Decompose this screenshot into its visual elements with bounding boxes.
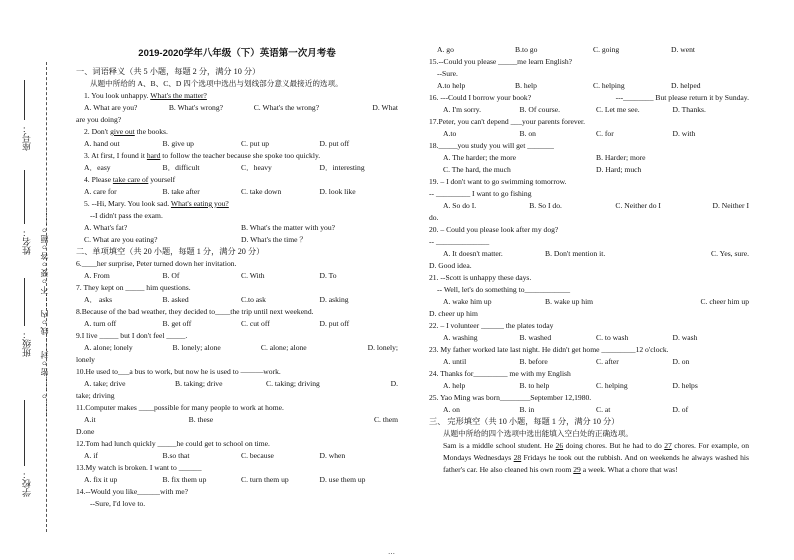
option-b[interactable]: B. lonely; alone [172, 343, 221, 352]
option-b[interactable]: B. these [188, 415, 214, 424]
question-17-options [429, 128, 749, 140]
name-field-line [24, 170, 25, 224]
option-a[interactable]: A. alone; lonely [84, 343, 133, 352]
q3-underlined: hard [146, 151, 161, 160]
option-a[interactable]: A. What's fat? [84, 223, 128, 232]
question-7-options [76, 294, 398, 306]
option-d[interactable]: D. on [672, 357, 690, 366]
option-c[interactable]: C. after [596, 357, 619, 366]
question-19-stem: 19. – I don't want to go swimming tomorrow. [429, 177, 567, 186]
question-5-options-cd [76, 234, 398, 246]
option-c[interactable]: C．heavy [241, 163, 272, 172]
q1-underlined: What's the matter? [150, 91, 207, 100]
question-21-options [429, 296, 749, 308]
option-c[interactable]: C. Let me see. [596, 105, 640, 114]
question-10-options [76, 378, 398, 390]
option-c[interactable]: C. The hard, the much [443, 165, 511, 174]
option-a[interactable]: A. fix it up [84, 475, 118, 484]
option-c[interactable]: C. What's the wrong? [253, 103, 320, 112]
q5-underlined: What's eating you? [170, 199, 229, 208]
question-8-options [76, 318, 398, 330]
question-8-stem: 8.Because of the bad weather, they decided to____the trip until next weekend. [76, 307, 314, 316]
option-d[interactable]: D. Thanks. [672, 105, 706, 114]
option-b[interactable]: B. washed [519, 333, 552, 342]
option-a[interactable]: A. So do I. [443, 201, 477, 210]
q3-text-end: to follow the teacher because she spoke too quickly. [162, 151, 321, 160]
question-3-stem [76, 150, 398, 162]
school-field-label: 学校： [22, 470, 32, 497]
option-a[interactable]: A. go [437, 45, 454, 54]
question-19-options [429, 200, 749, 212]
option-d[interactable]: D. put off [319, 319, 350, 328]
name-field-label: 姓名： [22, 228, 32, 255]
option-c[interactable]: C. turn them up [241, 475, 289, 484]
option-b[interactable]: B. What's wrong? [168, 103, 224, 112]
question-9-options [76, 342, 398, 354]
question-24-options [429, 380, 749, 392]
option-a[interactable]: A.to [443, 129, 457, 138]
question-21-reply: -- Well, let's do something to____________ [437, 285, 571, 294]
q3-text: 3. At first, I found it [84, 151, 145, 160]
question-13-stem: 13.My watch is broken. I want to ______ [76, 463, 202, 472]
option-a[interactable]: A. The harder; the more [443, 153, 517, 162]
option-c[interactable]: C. going [593, 45, 620, 54]
cloze-blank-26[interactable]: 26 [555, 441, 564, 450]
option-c[interactable]: C. take down [241, 187, 282, 196]
section-1-heading: 一、词语释义（共 5 小题，每题 2 分，满分 10 分） [76, 67, 261, 76]
option-a[interactable]: A. I'm sorry. [443, 105, 481, 114]
option-a[interactable]: A. care for [84, 187, 117, 196]
cloze-text: a week. What a chore that was! [580, 465, 678, 474]
option-a[interactable]: A. turn off [84, 319, 117, 328]
question-5-options-ab [76, 222, 398, 234]
option-b[interactable]: B. fix them up [162, 475, 207, 484]
option-c[interactable]: C. at [596, 405, 611, 414]
option-d[interactable]: D. with [672, 129, 696, 138]
option-d[interactable]: D. What's the time ？ [241, 235, 307, 244]
question-17-stem: 17.Peter, you can't depend ___your parents forever. [429, 117, 586, 126]
q4-text: 4. Please [84, 175, 111, 184]
q2-text: 2. Don't [84, 127, 109, 136]
q16-reply: ---________ But please return it by Sunday. [615, 93, 749, 102]
question-11-continued: D.one [76, 427, 95, 436]
option-b[interactable]: B. in [519, 405, 535, 414]
option-c[interactable]: C. because [241, 451, 274, 460]
q4-underlined: take care of [112, 175, 149, 184]
question-4-stem [76, 174, 398, 186]
question-2-options [76, 138, 398, 150]
option-d[interactable]: D. lonely; [367, 343, 398, 352]
question-9-continued: lonely [76, 355, 95, 364]
seat-field-line [24, 80, 25, 120]
option-b[interactable]: B.so that [162, 451, 190, 460]
class-field-label: 班级： [22, 330, 32, 357]
option-a[interactable]: A. until [443, 357, 467, 366]
question-11-options [76, 414, 398, 426]
question-3-options [76, 162, 398, 174]
option-c[interactable]: C. for [596, 129, 614, 138]
option-c[interactable]: C. helping [596, 381, 628, 390]
question-10-continued: take; driving [76, 391, 115, 400]
option-b[interactable]: B. What's the matter with you? [241, 223, 336, 232]
q5-text: 5. --Hi, Mary. You look sad. [84, 199, 170, 208]
question-18-options-ab [429, 152, 749, 164]
option-b[interactable]: B．difficult [162, 163, 200, 172]
section-3-heading: 三、 完形填空（共 10 小题，每题 1 分，满分 10 分） [429, 417, 620, 426]
question-20-stem: 20. – Could you please look after my dog? [429, 225, 559, 234]
question-19-reply: -- _________ I want to go fishing [429, 189, 532, 198]
question-16-options [429, 104, 749, 116]
option-b[interactable]: B. Harder; more [596, 153, 646, 162]
option-a[interactable]: A. help [443, 381, 466, 390]
cloze-passage [429, 440, 749, 476]
cloze-blank-28[interactable]: 28 [513, 453, 522, 462]
question-5-stem [76, 198, 398, 210]
question-25-stem: 25. Yao Ming was born________September 12,1980. [429, 393, 592, 402]
option-d[interactable]: D. helps [672, 381, 698, 390]
left-column [76, 40, 398, 510]
question-16-stem [429, 92, 749, 104]
option-c[interactable]: C. Neither do I [615, 201, 661, 210]
question-15-options [429, 80, 749, 92]
option-d[interactable]: D. of [672, 405, 689, 414]
option-a[interactable]: A.it [84, 415, 96, 424]
seat-field-label: 座号： [22, 124, 32, 151]
question-23-stem: 23. My father worked late last night. He didn't get home _________12 o'clock. [429, 345, 669, 354]
option-d[interactable]: D. when [319, 451, 346, 460]
question-1-stem [76, 90, 398, 102]
option-b[interactable]: B. wake up him [545, 297, 594, 306]
option-d[interactable]: D. To [319, 271, 337, 280]
option-a[interactable]: A. on [443, 405, 460, 414]
question-12-stem: 12.Tom had lunch quickly _____he could get to school on time. [76, 439, 270, 448]
section-3-instruction: 从题中所给的四个选项中选出能填入空白处的正确选项。 [443, 429, 633, 438]
option-d[interactable]: D. put off [319, 139, 350, 148]
question-14-reply: --Sure, I'd love to. [90, 499, 146, 508]
seal-warning-text: ……○……密○封……线○内……不○要○答○题○…… [40, 210, 49, 417]
option-d[interactable]: D. Hard; much [596, 165, 642, 174]
cloze-text: Fridays he took out the rubbish. And on weekends he always washed his father's car. He also cleaned his own room [443, 453, 749, 474]
school-field-line [24, 400, 25, 466]
option-d[interactable]: D. use them up [319, 475, 366, 484]
option-c[interactable]: C. alone; alone [260, 343, 307, 352]
option-a[interactable]: A. From [84, 271, 110, 280]
right-column [429, 44, 749, 476]
option-b[interactable]: B. taking; drive [175, 379, 223, 388]
option-a[interactable]: A. What are you? [84, 103, 138, 112]
question-4-options [76, 186, 398, 198]
question-6-stem: 6.____her surprise, Peter turned down her invitation. [76, 259, 237, 268]
page-footer-mark: … [388, 548, 395, 556]
question-22-options [429, 332, 749, 344]
question-20-reply: -- ______________ [429, 237, 490, 246]
option-c[interactable]: C. cheer him up [700, 297, 749, 306]
option-a[interactable]: A. washing [443, 333, 478, 342]
cloze-blank-29[interactable]: 29 [573, 465, 581, 474]
question-7-stem: 7. They kept on _____ him questions. [76, 283, 191, 292]
question-11-stem: 11.Computer makes ____possible for many people to work at home. [76, 403, 284, 412]
option-d[interactable]: D. look like [319, 187, 356, 196]
option-a[interactable]: A. if [84, 451, 98, 460]
option-b[interactable]: B. Of [162, 271, 180, 280]
question-1-continued: are you doing? [76, 115, 122, 124]
option-c[interactable]: C. cut off [241, 319, 270, 328]
option-c[interactable]: C. Yes, sure. [711, 249, 749, 258]
option-c[interactable]: C. to wash [596, 333, 629, 342]
option-d[interactable]: D. went [671, 45, 696, 54]
option-d[interactable]: D. Neither I [712, 201, 750, 210]
question-21-continued: D. cheer up him [429, 309, 478, 318]
cloze-text: chores. For example, on Mondays Wednesdays [443, 441, 749, 462]
cloze-text: doing chores. But he had to do [563, 441, 665, 450]
question-13-options [76, 474, 398, 486]
option-b[interactable]: B. So I do. [529, 201, 562, 210]
option-d[interactable]: D. helped [671, 81, 701, 90]
question-14-options [429, 44, 749, 56]
option-c[interactable]: C. taking; driving [266, 379, 320, 388]
option-b[interactable]: B. to help [519, 381, 550, 390]
question-1-options [76, 102, 398, 114]
section-2-heading: 二、单项填空（共 20 小题，每题 1 分，满分 20 分） [76, 247, 265, 256]
question-6-options [76, 270, 398, 282]
question-14-stem: 14.--Would you like______with me? [76, 487, 189, 496]
option-a[interactable]: A.to help [437, 81, 466, 90]
option-c[interactable]: C. them [373, 415, 399, 424]
q1-text: 1. You look unhappy. [84, 91, 149, 100]
question-18-stem: 18._____you study you will get _______ [429, 141, 554, 150]
option-b[interactable]: B.to go [515, 45, 538, 54]
q2-text-end: the books. [136, 127, 168, 136]
option-a[interactable]: A. It doesn't matter. [443, 249, 503, 258]
question-2-stem [76, 126, 398, 138]
option-d[interactable]: D. [390, 379, 398, 388]
option-a[interactable]: A. take; drive [84, 379, 126, 388]
option-b[interactable]: B. get off [162, 319, 192, 328]
question-25-options [429, 404, 749, 416]
option-c[interactable]: C. helping [593, 81, 625, 90]
question-15-stem: 15.--Could you please _____me learn English? [429, 57, 572, 66]
q2-underlined: give out [110, 127, 135, 136]
option-c[interactable]: C. put up [241, 139, 270, 148]
option-d[interactable]: D. asking [319, 295, 349, 304]
cloze-text: Sam is a middle school student. He [443, 441, 556, 450]
question-10-stem: 10.He used to___a bus to work, but now he is used to ———work. [76, 367, 281, 376]
question-20-continued: D. Good idea. [429, 261, 472, 270]
option-b[interactable]: B. on [519, 129, 536, 138]
question-18-options-cd [429, 164, 749, 176]
option-b[interactable]: B. asked [162, 295, 189, 304]
question-23-options [429, 356, 749, 368]
question-12-options [76, 450, 398, 462]
option-b[interactable]: B. before [519, 357, 548, 366]
exam-title: 2019-2020学年八年级（下）英语第一次月考卷 [138, 48, 336, 59]
question-20-options [429, 248, 749, 260]
question-19-continued: do. [429, 213, 439, 222]
question-9-stem: 9.I live _____ but I don't feel _____. [76, 331, 188, 340]
question-15-reply: --Sure. [437, 69, 458, 78]
option-b[interactable]: B. take after [162, 187, 200, 196]
question-24-stem: 24. Thanks for_________ me with my English [429, 369, 571, 378]
question-5-reply: --I didn't pass the exam. [90, 211, 163, 220]
option-d[interactable]: D. What [372, 103, 398, 112]
option-c[interactable]: C. What are you eating? [84, 235, 158, 244]
section-1-instruction: 从题中所给的 A、B、C、D 四个选项中选出与划线部分意义最接近的选项。 [90, 79, 343, 88]
option-b[interactable]: B. Don't mention it. [545, 249, 606, 258]
question-21-stem: 21. --Scott is unhappy these days. [429, 273, 532, 282]
option-b[interactable]: B. help [515, 81, 537, 90]
option-a[interactable]: A． asks [84, 295, 113, 304]
option-a[interactable]: A. hand out [84, 139, 120, 148]
q16-question: 16. ---Could I borrow your book? [429, 93, 532, 102]
binding-margin [0, 0, 74, 560]
class-field-line [24, 278, 25, 326]
option-a[interactable]: A．easy [84, 163, 111, 172]
option-c[interactable]: C. With [241, 271, 265, 280]
q4-text-end: yourself [150, 175, 176, 184]
option-b[interactable]: B. Of course. [519, 105, 560, 114]
option-a[interactable]: A. wake him up [443, 297, 492, 306]
cloze-blank-27[interactable]: 27 [664, 441, 672, 450]
option-d[interactable]: D．interesting [319, 163, 365, 172]
option-d[interactable]: D. wash [672, 333, 698, 342]
option-b[interactable]: B. give up [162, 139, 194, 148]
option-c[interactable]: C.to ask [241, 295, 266, 304]
question-22-stem: 22. – I volunteer ______ the plates today [429, 321, 554, 330]
